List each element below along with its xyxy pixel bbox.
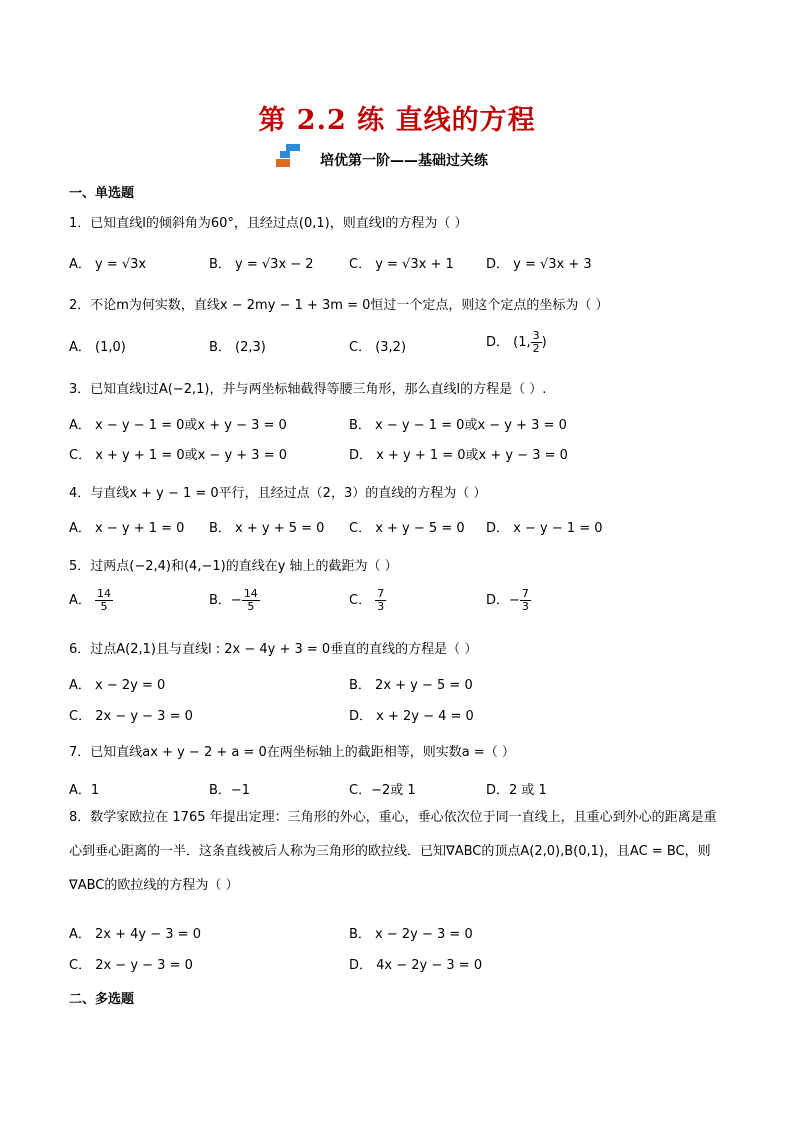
q7-option-a: A．1 — [69, 783, 100, 798]
question-3: 3．已知直线l过A(−2,1)，并与两坐标轴截得等腰三角形，那么直线l的方程是（ ）. — [69, 382, 547, 397]
q5-c-prefix: C． — [349, 593, 372, 608]
q6-option-c: C． 2x − y − 3 = 0 — [69, 709, 193, 724]
q5-d-numerator: 7 — [521, 587, 529, 600]
q2-option-a: A． (1,0) — [69, 340, 126, 355]
q5-a-fraction — [95, 588, 113, 613]
q5-a-prefix: A． — [69, 593, 91, 608]
q1-option-b: B． y = √3x − 2 — [209, 257, 314, 272]
q1-option-a: A． y = √3x — [69, 257, 147, 272]
q3-option-d: D． x + y + 1 = 0或x + y − 3 = 0 — [349, 448, 568, 463]
q2-d-denominator: 2 — [532, 342, 540, 355]
q4-option-b: B． x + y + 5 = 0 — [209, 521, 325, 536]
q7-option-b: B．−1 — [209, 783, 251, 798]
q5-b-numerator: 14 — [243, 587, 258, 600]
q5-option-b — [209, 588, 260, 613]
q7-option-c: C．−2或 1 — [349, 783, 416, 798]
q5-a-numerator: 14 — [97, 587, 112, 600]
q5-b-denominator: 5 — [247, 600, 255, 613]
q5-a-denominator: 5 — [100, 600, 108, 613]
q3-option-b: B． x − y − 1 = 0或x − y + 3 = 0 — [349, 418, 567, 433]
q2-d-suffix: ) — [541, 335, 547, 350]
q2-d-fraction — [531, 330, 542, 355]
q2-d-prefix: D． (1, — [486, 335, 531, 350]
page-title: 第 2.2 练 直线的方程 — [258, 105, 536, 136]
q5-b-fraction — [242, 588, 260, 613]
q3-option-c: C． x + y + 1 = 0或x − y + 3 = 0 — [69, 448, 288, 463]
question-5: 5．过两点(−2,4)和(4,−1)的直线在y 轴上的截距为（ ） — [69, 559, 398, 574]
q1-option-d: D． y = √3x + 3 — [486, 257, 592, 272]
q8-option-a: A． 2x + 4y − 3 = 0 — [69, 927, 201, 942]
q2-option-d — [486, 330, 547, 355]
question-2: 2．不论m为何实数，直线x − 2my − 1 + 3m = 0恒过一个定点，则这个定点的坐标为（ ） — [69, 298, 609, 313]
q6-option-b: B． 2x + y − 5 = 0 — [349, 678, 473, 693]
q8-option-b: B． x − 2y − 3 = 0 — [349, 927, 473, 942]
q5-d-prefix: D．− — [486, 593, 520, 608]
question-7: 7．已知直线ax + y − 2 + a = 0在两坐标轴上的截距相等，则实数a =（ ） — [69, 745, 515, 760]
q5-c-denominator: 3 — [377, 600, 385, 613]
q4-option-c: C． x + y − 5 = 0 — [349, 521, 465, 536]
q4-option-a: A． x − y + 1 = 0 — [69, 521, 185, 536]
q5-option-d — [486, 588, 531, 613]
q2-option-c: C． (3,2) — [349, 340, 407, 355]
q7-option-d: D．2 或 1 — [486, 783, 547, 798]
q5-b-prefix: B．− — [209, 593, 242, 608]
q4-option-d: D． x − y − 1 = 0 — [486, 521, 603, 536]
q5-d-denominator: 3 — [521, 600, 529, 613]
question-4: 4．与直线x + y − 1 = 0平行，且经过点（2，3）的直线的方程为（ ） — [69, 486, 487, 501]
q5-d-fraction — [520, 588, 531, 613]
q6-option-a: A． x − 2y = 0 — [69, 678, 166, 693]
question-6: 6．过点A(2,1)且与直线l : 2x − 4y + 3 = 0垂直的直线的方程是（ ） — [69, 642, 478, 657]
q3-option-a: A． x − y − 1 = 0或x + y − 3 = 0 — [69, 418, 287, 433]
q5-c-fraction — [375, 588, 386, 613]
q2-d-numerator: 3 — [532, 329, 540, 342]
q8-option-c: C． 2x − y − 3 = 0 — [69, 958, 193, 973]
question-1: 1．已知直线l的倾斜角为60°，且经过点(0,1)，则直线l的方程为（ ） — [69, 216, 468, 231]
q1-option-c: C． y = √3x + 1 — [349, 257, 454, 272]
q5-c-numerator: 7 — [377, 587, 385, 600]
q8-option-d: D． 4x − 2y − 3 = 0 — [349, 958, 483, 973]
q6-option-d: D． x + 2y − 4 = 0 — [349, 709, 474, 724]
section-heading-multiple-choice: 二、多选题 — [69, 992, 135, 1007]
subtitle: 培优第一阶——基础过关练 — [320, 153, 488, 169]
question-8: 8．数学家欧拉在 1765 年提出定理：三角形的外心，重心，垂心依次位于同一直线上，且重心到外心的距离是重心到垂心距离的一半．这条直线被后人称为三角形的欧拉线．已知∇ABC的顶点A(2,0),B(0,1)，且AC = BC，则∇ABC的欧拉线的方程为（ ） — [69, 810, 717, 893]
q5-option-c — [349, 588, 386, 613]
section-heading-single-choice: 一、单选题 — [69, 186, 135, 201]
q2-option-b: B． (2,3) — [209, 340, 266, 355]
q5-option-a — [69, 588, 113, 613]
